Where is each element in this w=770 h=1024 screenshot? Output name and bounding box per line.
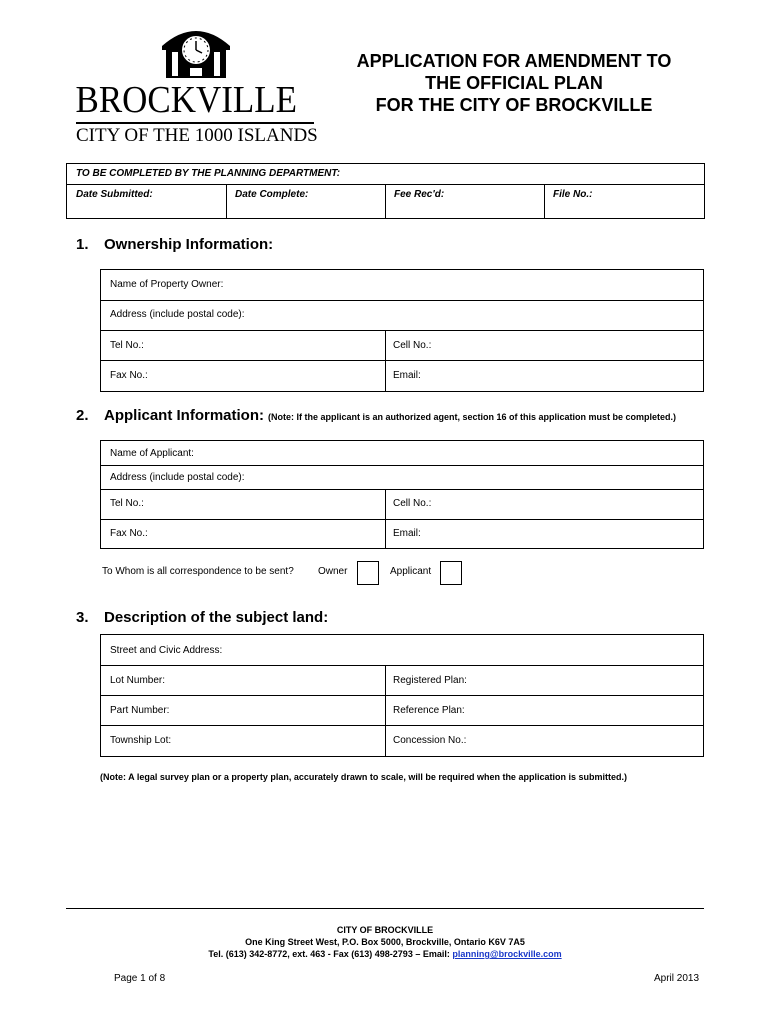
- page-number: Page 1 of 8: [114, 973, 166, 984]
- applicant-fax-field[interactable]: Fax No.:: [110, 528, 148, 539]
- registered-plan-field[interactable]: Registered Plan:: [393, 675, 467, 686]
- footer-address: One King Street West, P.O. Box 5000, Brockville, Ontario K6V 7A5: [245, 937, 525, 947]
- concession-no-field[interactable]: Concession No.:: [393, 735, 467, 746]
- agent-note: (Note: If the applicant is an authorized agent, section 16 of this application must be completed.): [268, 412, 677, 422]
- survey-plan-note: (Note: A legal survey plan or a property plan, accurately drawn to scale, will be required when the application is submitted.): [100, 772, 627, 782]
- subject-land-table: [100, 634, 704, 757]
- row-divider: [101, 665, 703, 666]
- row-divider: [101, 360, 703, 361]
- clock-tower-icon: [160, 22, 232, 80]
- owner-email-field[interactable]: Email:: [393, 370, 421, 381]
- date-submitted-label: Date Submitted:: [76, 189, 153, 200]
- divider: [226, 184, 227, 218]
- section-title-text: Applicant Information:: [104, 407, 264, 424]
- planning-header-row: [67, 164, 704, 185]
- applicant-name-field[interactable]: Name of Applicant:: [110, 448, 194, 459]
- owner-name-field[interactable]: Name of Property Owner:: [110, 279, 224, 290]
- title-line-3: FOR THE CITY OF BROCKVILLE: [375, 95, 653, 115]
- row-divider: [101, 725, 703, 726]
- applicant-option-label: Applicant: [390, 566, 432, 577]
- owner-fax-field[interactable]: Fax No.:: [110, 370, 148, 381]
- section-title: [104, 407, 676, 424]
- divider: [385, 184, 386, 218]
- owner-address-field[interactable]: Address (include postal code):: [110, 309, 245, 320]
- section-number: 3.: [76, 609, 89, 626]
- section-title: Description of the subject land:: [104, 609, 329, 626]
- logo-wordmark: BROCKVILLE: [75, 79, 297, 121]
- applicant-cell-field[interactable]: Cell No.:: [393, 498, 432, 509]
- logo-subtitle: CITY OF THE 1000 ISLANDS: [76, 125, 318, 146]
- applicant-address-field[interactable]: Address (include postal code):: [110, 472, 245, 483]
- footer: [66, 924, 704, 960]
- footer-divider: [66, 908, 704, 909]
- revision-date: April 2013: [654, 973, 700, 984]
- email-link[interactable]: planning@brockville.com: [452, 949, 562, 959]
- date-complete-label: Date Complete:: [235, 189, 309, 200]
- planning-department-box: [66, 163, 705, 219]
- fee-recd-label: Fee Rec'd:: [394, 189, 445, 200]
- row-divider: [101, 489, 703, 490]
- correspondence-question: To Whom is all correspondence to be sent?: [102, 566, 294, 577]
- applicant-checkbox[interactable]: [440, 561, 462, 585]
- owner-option-label: Owner: [318, 566, 348, 577]
- owner-checkbox[interactable]: [357, 561, 379, 585]
- ownership-table: [100, 269, 704, 392]
- row-divider: [101, 519, 703, 520]
- document-title: [338, 50, 690, 116]
- township-lot-field[interactable]: Township Lot:: [110, 735, 172, 746]
- owner-cell-field[interactable]: Cell No.:: [393, 340, 432, 351]
- applicant-table: [100, 440, 704, 549]
- section-number: 1.: [76, 236, 89, 253]
- footer-org: CITY OF BROCKVILLE: [336, 925, 434, 935]
- owner-tel-field[interactable]: Tel No.:: [110, 340, 144, 351]
- row-divider: [101, 695, 703, 696]
- planning-header: TO BE COMPLETED BY THE PLANNING DEPARTMENT:: [76, 168, 341, 179]
- section-number: 2.: [76, 407, 89, 424]
- col-divider: [385, 489, 386, 548]
- col-divider: [385, 665, 386, 756]
- row-divider: [101, 465, 703, 466]
- reference-plan-field[interactable]: Reference Plan:: [393, 705, 465, 716]
- logo-divider: [76, 122, 314, 124]
- section-title: Ownership Information:: [104, 236, 274, 253]
- title-line-2: THE OFFICIAL PLAN: [425, 73, 603, 93]
- street-address-field[interactable]: Street and Civic Address:: [110, 645, 223, 656]
- applicant-email-field[interactable]: Email:: [393, 528, 421, 539]
- lot-number-field[interactable]: Lot Number:: [110, 675, 166, 686]
- col-divider: [385, 330, 386, 391]
- footer-contact: Tel. (613) 342-8772, ext. 463 - Fax (613) 498-2793 – Email:: [208, 949, 453, 959]
- divider: [544, 184, 545, 218]
- file-no-label: File No.:: [553, 189, 593, 200]
- footer-contact-line: [66, 948, 704, 960]
- title-line-1: APPLICATION FOR AMENDMENT TO: [356, 51, 672, 71]
- brockville-logo: [74, 22, 318, 144]
- applicant-tel-field[interactable]: Tel No.:: [110, 498, 144, 509]
- part-number-field[interactable]: Part Number:: [110, 705, 170, 716]
- row-divider: [101, 330, 703, 331]
- row-divider: [101, 300, 703, 301]
